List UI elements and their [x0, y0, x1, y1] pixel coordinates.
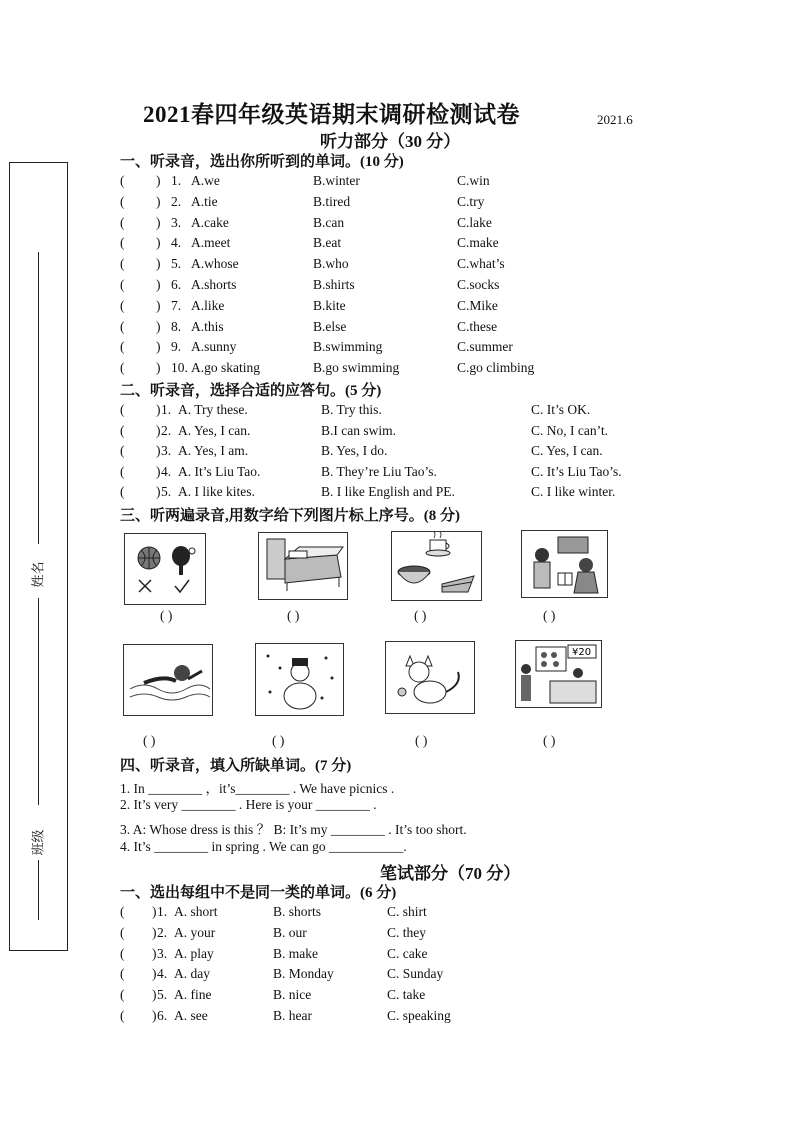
- section2-item-5-option-b: B. I like English and PE.: [321, 484, 455, 500]
- section2-item-2-option-c: C. No, I can’t.: [531, 422, 608, 438]
- fill-line-1[interactable]: 1. In ________ ，it’s________ . We have picnics .: [120, 781, 395, 796]
- section1-item-9-option-a: A.sunny: [191, 339, 237, 355]
- section1-item-9-option-b: B.swimming: [313, 339, 383, 355]
- section5-item-4-close-paren[interactable]: ): [152, 966, 157, 982]
- answer-blank-6[interactable]: ( ): [272, 733, 285, 748]
- section2-item-1-item-number: 1.: [161, 402, 172, 417]
- section1-item-9-open-paren[interactable]: (: [120, 339, 125, 355]
- picture-cat: [385, 641, 475, 714]
- section1-item-3-item-number: 3.: [171, 214, 182, 230]
- fill-line-4[interactable]: 4. It’s ________ in spring . We can go ___________.: [120, 839, 407, 854]
- section1-item-6-close-paren[interactable]: ): [156, 277, 161, 292]
- section5-item-5-option-b: B. nice: [273, 987, 312, 1003]
- section5-item-5-open-paren[interactable]: (: [120, 987, 125, 1003]
- section1-item-8-option-c: C.these: [457, 318, 498, 334]
- picture-basketball-pingpong: [124, 533, 206, 605]
- section5-item-1-open-paren[interactable]: (: [120, 904, 125, 919]
- section1-item-7-open-paren[interactable]: (: [120, 297, 125, 313]
- section5-item-1-option-a: A. short: [174, 904, 218, 919]
- section1-item-8-option-a: A.this: [191, 318, 224, 334]
- section1-item-7-close-paren[interactable]: ): [156, 297, 161, 313]
- fill-line-3[interactable]: 3. A: Whose dress is this ？ B: It’s my ________ . It’s too short.: [120, 822, 467, 837]
- section1-item-2-item-number: 2.: [171, 193, 182, 209]
- section1-item-9-close-paren[interactable]: ): [156, 339, 161, 355]
- section2-heading: 二、听录音，选择合适的应答句。(5 分): [120, 383, 382, 399]
- section5-item-1-close-paren[interactable]: ): [152, 904, 157, 919]
- picture-swimming: [123, 644, 213, 716]
- section1-item-1-item-number: 1.: [171, 173, 182, 188]
- section1-item-7-option-c: C.Mike: [457, 297, 498, 313]
- picture-gift: [521, 530, 608, 598]
- section1-item-10-close-paren[interactable]: ): [156, 360, 161, 376]
- section2-item-4-option-a: A. It’s Liu Tao.: [178, 463, 261, 479]
- section5-item-4-item-number: 4.: [157, 966, 168, 982]
- section2-item-3-option-c: C. Yes, I can.: [531, 443, 603, 459]
- answer-blank-4[interactable]: ( ): [543, 608, 556, 623]
- exam-date: 2021.6: [597, 112, 633, 127]
- section1-item-3-close-paren[interactable]: ): [156, 214, 161, 230]
- section1-item-5-option-b: B.who: [313, 256, 349, 272]
- section5-item-3-option-c: C. cake: [387, 945, 428, 961]
- section2-item-2-item-number: 2.: [161, 422, 172, 438]
- exam-title: 2021春四年级英语期末调研检测试卷: [143, 102, 520, 127]
- section5-item-2-option-b: B. our: [273, 924, 307, 940]
- answer-blank-8[interactable]: ( ): [543, 733, 556, 748]
- section5-item-3-option-b: B. make: [273, 945, 318, 961]
- section1-item-3-open-paren[interactable]: (: [120, 214, 125, 230]
- section5-item-5-close-paren[interactable]: ): [152, 987, 157, 1003]
- section5-item-5-option-c: C. take: [387, 987, 426, 1003]
- section1-item-1-option-a: A.we: [191, 173, 220, 188]
- section2-item-1-option-b: B. Try this.: [321, 402, 382, 417]
- section1-item-10-option-a: A.go skating: [191, 360, 260, 376]
- section1-item-4-option-b: B.eat: [313, 235, 342, 251]
- section1-item-7-item-number: 7.: [171, 297, 182, 313]
- section1-item-9-option-c: C.summer: [457, 339, 513, 355]
- class-line: [38, 860, 39, 920]
- section5-item-1-option-b: B. shorts: [273, 904, 322, 919]
- section1-item-8-option-b: B.else: [313, 318, 347, 334]
- section2-item-5-item-number: 5.: [161, 484, 172, 500]
- section5-heading: 一、选出每组中不是同一类的单词。(6 分): [120, 885, 397, 901]
- section2-item-5-close-paren[interactable]: ): [156, 484, 161, 500]
- section1-heading: 一、听录音，选出你所听到的单词。(10 分): [120, 154, 404, 170]
- section1-item-5-option-a: A.whose: [191, 256, 239, 272]
- section1-item-10-item-number: 10.: [171, 360, 188, 376]
- answer-blank-2[interactable]: ( ): [287, 608, 300, 623]
- section5-item-2-item-number: 2.: [157, 924, 168, 940]
- section1-item-2-option-c: C.try: [457, 193, 485, 209]
- section1-item-2-close-paren[interactable]: ): [156, 193, 161, 209]
- section5-item-2-open-paren[interactable]: (: [120, 924, 125, 940]
- section2-item-2-open-paren[interactable]: (: [120, 422, 125, 438]
- section2-item-1-close-paren[interactable]: ): [156, 402, 161, 417]
- section1-item-1-open-paren[interactable]: (: [120, 173, 125, 188]
- fill-line-2[interactable]: 2. It’s very ________ . Here is your ________ .: [120, 797, 377, 812]
- section2-item-2-close-paren[interactable]: ): [156, 422, 161, 438]
- section1-item-4-item-number: 4.: [171, 235, 182, 251]
- answer-blank-3[interactable]: ( ): [414, 608, 427, 623]
- section1-item-1-option-c: C.win: [457, 173, 490, 188]
- section1-item-5-option-c: C.what’s: [457, 256, 505, 272]
- picture-shop: [515, 640, 602, 708]
- section5-item-3-close-paren[interactable]: ): [152, 945, 157, 961]
- section1-item-5-open-paren[interactable]: (: [120, 256, 125, 272]
- section1-item-1-close-paren[interactable]: ): [156, 173, 161, 188]
- section2-item-5-open-paren[interactable]: (: [120, 484, 125, 500]
- section1-item-3-option-a: A.cake: [191, 214, 229, 230]
- section1-item-2-option-a: A.tie: [191, 193, 218, 209]
- answer-blank-5[interactable]: ( ): [143, 733, 156, 748]
- section1-item-2-option-b: B.tired: [313, 193, 351, 209]
- picture-snowman: [255, 643, 344, 716]
- section5-item-6-option-b: B. hear: [273, 1008, 312, 1023]
- section1-item-3-option-c: C.lake: [457, 214, 492, 230]
- name-label: 姓名: [30, 561, 46, 588]
- section1-item-7-option-b: B.kite: [313, 297, 346, 313]
- section3-heading: 三、听两遍录音,用数字给下列图片标上序号。(8 分): [120, 508, 460, 524]
- section1-item-6-option-a: A.shorts: [191, 277, 237, 292]
- section2-item-4-item-number: 4.: [161, 463, 172, 479]
- listening-part-title: 听力部分（30 分）: [320, 132, 461, 151]
- section2-item-2-option-b: B.I can swim.: [321, 422, 396, 438]
- section2-item-4-option-b: B. They’re Liu Tao’s.: [321, 463, 437, 479]
- section2-item-4-open-paren[interactable]: (: [120, 463, 125, 479]
- section1-item-10-option-b: B.go swimming: [313, 360, 400, 376]
- section5-item-5-item-number: 5.: [157, 987, 168, 1003]
- picture-bed: [258, 532, 348, 600]
- section5-item-4-option-a: A. day: [174, 966, 210, 982]
- section4-heading: 四、听录音，填入所缺单词。(7 分): [120, 758, 352, 774]
- section5-item-6-option-c: C. speaking: [387, 1008, 451, 1023]
- section5-item-3-option-a: A. play: [174, 945, 214, 961]
- section5-item-1-option-c: C. shirt: [387, 904, 427, 919]
- section5-item-4-option-c: C. Sunday: [387, 966, 444, 982]
- class-label: 班级: [30, 829, 46, 856]
- section1-item-5-item-number: 5.: [171, 256, 182, 272]
- picture-food: [391, 531, 482, 601]
- section1-item-5-close-paren[interactable]: ): [156, 256, 161, 272]
- price-tag: ¥20: [572, 647, 592, 658]
- section1-item-10-open-paren[interactable]: (: [120, 360, 125, 376]
- section2-item-1-open-paren[interactable]: (: [120, 402, 125, 417]
- section5-item-1-item-number: 1.: [157, 904, 168, 919]
- section5-item-6-close-paren[interactable]: ): [152, 1008, 157, 1023]
- section5-item-3-open-paren[interactable]: (: [120, 945, 125, 961]
- section2-item-3-option-b: B. Yes, I do.: [321, 443, 388, 459]
- answer-blank-1[interactable]: ( ): [160, 608, 173, 623]
- section1-item-9-item-number: 9.: [171, 339, 182, 355]
- section5-item-2-option-c: C. they: [387, 924, 426, 940]
- section2-item-3-item-number: 3.: [161, 443, 172, 459]
- section1-item-3-option-b: B.can: [313, 214, 345, 230]
- section2-item-3-close-paren[interactable]: ): [156, 443, 161, 459]
- section2-item-2-option-a: A. Yes, I can.: [178, 422, 251, 438]
- section1-item-2-open-paren[interactable]: (: [120, 193, 125, 209]
- section1-item-8-item-number: 8.: [171, 318, 182, 334]
- section1-item-1-option-b: B.winter: [313, 173, 360, 188]
- section5-item-4-option-b: B. Monday: [273, 966, 334, 982]
- section2-item-1-option-a: A. Try these.: [178, 402, 248, 417]
- section2-item-4-close-paren[interactable]: ): [156, 463, 161, 479]
- section1-item-6-open-paren[interactable]: (: [120, 277, 125, 292]
- section1-item-4-close-paren[interactable]: ): [156, 235, 161, 251]
- section1-item-6-option-b: B.shirts: [313, 277, 355, 292]
- section5-item-5-option-a: A. fine: [174, 987, 212, 1003]
- section1-item-4-option-a: A.meet: [191, 235, 231, 251]
- section5-item-2-close-paren[interactable]: ): [152, 924, 157, 940]
- section1-item-8-open-paren[interactable]: (: [120, 318, 125, 334]
- section5-item-3-item-number: 3.: [157, 945, 168, 961]
- section2-item-3-option-a: A. Yes, I am.: [178, 443, 249, 459]
- section2-item-4-option-c: C. It’s Liu Tao’s.: [531, 463, 622, 479]
- section5-item-6-open-paren[interactable]: (: [120, 1008, 125, 1023]
- section1-item-8-close-paren[interactable]: ): [156, 318, 161, 334]
- section1-item-6-item-number: 6.: [171, 277, 182, 292]
- name-line-lower: [38, 598, 39, 805]
- section2-item-1-option-c: C. It’s OK.: [531, 402, 591, 417]
- section1-item-4-open-paren[interactable]: (: [120, 235, 125, 251]
- section1-item-7-option-a: A.like: [191, 297, 225, 313]
- section1-item-10-option-c: C.go climbing: [457, 360, 535, 376]
- writing-part-title: 笔试部分（70 分）: [380, 864, 521, 883]
- section1-item-6-option-c: C.socks: [457, 277, 500, 292]
- section5-item-6-item-number: 6.: [157, 1008, 168, 1023]
- section2-item-5-option-a: A. I like kites.: [178, 484, 255, 500]
- section5-item-2-option-a: A. your: [174, 924, 216, 940]
- section1-item-4-option-c: C.make: [457, 235, 499, 251]
- section2-item-3-open-paren[interactable]: (: [120, 443, 125, 459]
- section2-item-5-option-c: C. I like winter.: [531, 484, 616, 500]
- section5-item-6-option-a: A. see: [174, 1008, 208, 1023]
- name-line: [38, 252, 39, 544]
- section5-item-4-open-paren[interactable]: (: [120, 966, 125, 982]
- answer-blank-7[interactable]: ( ): [415, 733, 428, 748]
